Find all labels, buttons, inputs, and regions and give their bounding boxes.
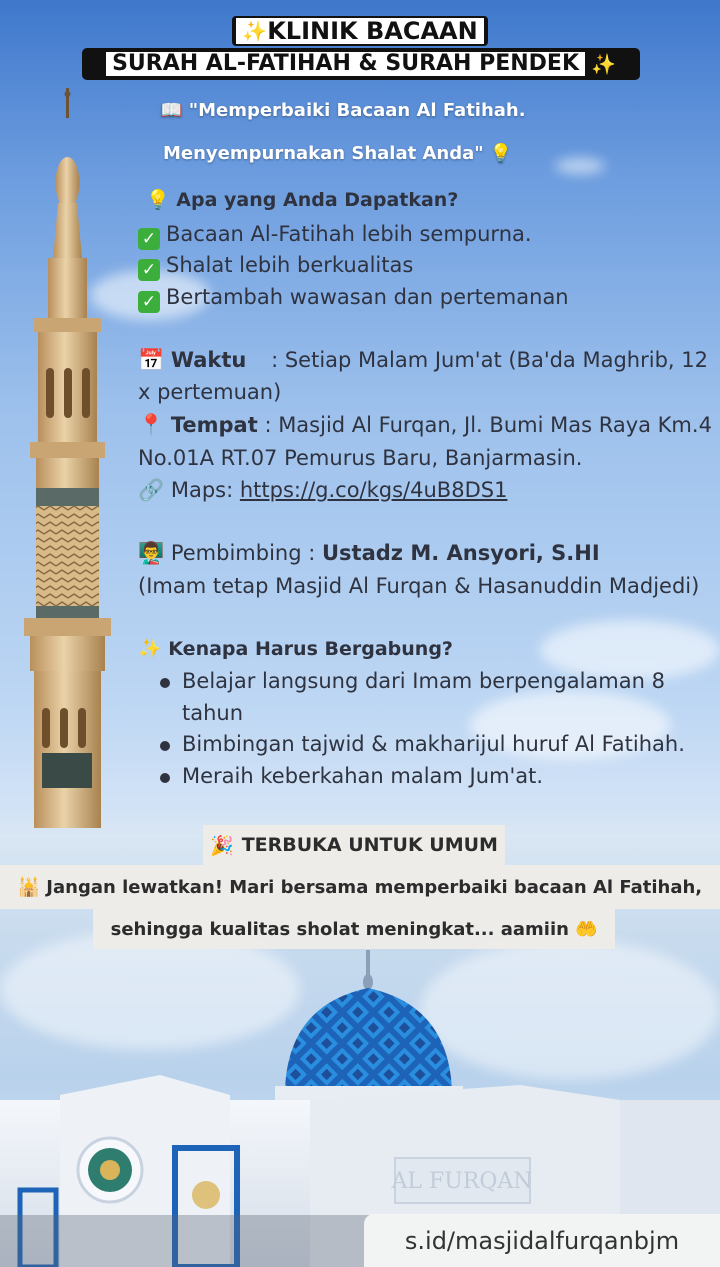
mentor-label: Pembimbing : xyxy=(170,541,316,565)
time-row-cont: x pertemuan) xyxy=(138,380,282,404)
book-icon: 📖 xyxy=(160,100,183,121)
cta-banner-1 xyxy=(0,865,720,909)
subtitle-text: SURAH AL-FATIHAH & SURAH PENDEK xyxy=(106,52,585,76)
quote-line-2 xyxy=(163,143,512,164)
check-icon: ✓ xyxy=(138,291,160,313)
teacher-icon: 👨‍🏫 xyxy=(138,541,165,565)
maps-label: Maps: xyxy=(170,478,234,502)
cta-banner-2 xyxy=(93,909,615,949)
title-line-1 xyxy=(232,16,488,46)
footer-link[interactable]: s.id/masjidalfurqanbjm xyxy=(364,1214,720,1267)
benefits-heading-text: Apa yang Anda Dapatkan? xyxy=(176,189,459,211)
mosque-icon: 🕌 xyxy=(17,876,41,898)
title-line-2 xyxy=(82,48,640,80)
bullet xyxy=(160,741,170,751)
sparkle-icon: ✨ xyxy=(138,638,162,660)
open-banner xyxy=(203,825,505,865)
time-value: : Setiap Malam Jum'at (Ba'da Maghrib, 12 xyxy=(271,348,708,372)
benefit-text: Shalat lebih berkualitas xyxy=(166,253,414,277)
benefit-item xyxy=(138,253,413,281)
sparkle-icon: ✨ xyxy=(591,52,616,76)
place-value: : Masjid Al Furqan, Jl. Bumi Mas Raya Km.4 xyxy=(264,413,712,437)
place-row-cont: No.01A RT.07 Pemurus Baru, Banjarmasin. xyxy=(138,446,583,470)
reason-item-cont: tahun xyxy=(182,701,244,725)
cloud xyxy=(555,158,605,174)
time-label: Waktu xyxy=(170,348,247,372)
praying-hands-icon: 🤲 xyxy=(574,918,598,940)
link-icon: 🔗 xyxy=(138,478,165,502)
cta-text-2: sehingga kualitas sholat meningkat... aamiin xyxy=(110,918,569,940)
building-sign: AL FURQAN xyxy=(391,1169,533,1194)
open-text: TERBUKA UNTUK UMUM xyxy=(241,834,498,856)
benefit-text: Bertambah wawasan dan pertemanan xyxy=(166,285,569,309)
pin-icon: 📍 xyxy=(138,413,165,437)
benefit-item xyxy=(138,222,532,250)
benefit-item xyxy=(138,285,569,313)
party-icon: 🎉 xyxy=(210,834,234,857)
bullet xyxy=(160,678,170,688)
calendar-icon: 📅 xyxy=(138,348,165,372)
bulb-icon: 💡 xyxy=(489,143,513,164)
mentor-row xyxy=(138,541,600,566)
sparkle-icon: ✨ xyxy=(242,19,268,43)
place-label: Tempat xyxy=(170,413,258,437)
reasons-heading-text: Kenapa Harus Bergabung? xyxy=(168,638,453,660)
mentor-name: Ustadz M. Ansyori, S.HI xyxy=(322,541,600,565)
minaret-illustration xyxy=(20,88,115,828)
benefits-heading xyxy=(146,188,458,211)
cta-text-1: Jangan lewatkan! Mari bersama memperbaiki bacaan Al Fatihah, xyxy=(46,876,703,898)
reason-item: Belajar langsung dari Imam berpengalaman 8 xyxy=(182,669,665,693)
mentor-detail: (Imam tetap Masjid Al Furqan & Hasanuddin Madjedi) xyxy=(138,574,700,598)
maps-row xyxy=(138,478,507,503)
quote-text-2: Menyempurnakan Shalat Anda" xyxy=(163,143,484,164)
benefit-text: Bacaan Al-Fatihah lebih sempurna. xyxy=(166,222,532,246)
reason-item: Bimbingan tajwid & makharijul huruf Al Fatihah. xyxy=(182,732,685,756)
reason-item: Meraih keberkahan malam Jum'at. xyxy=(182,764,544,788)
bullet xyxy=(160,773,170,783)
check-icon: ✓ xyxy=(138,259,160,281)
title-text: KLINIK BACAAN xyxy=(267,17,478,45)
maps-link[interactable]: https://g.co/kgs/4uB8DS1 xyxy=(239,478,508,502)
time-row xyxy=(138,348,708,373)
quote-text-1: "Memperbaiki Bacaan Al Fatihah. xyxy=(188,100,526,121)
check-icon: ✓ xyxy=(138,228,160,250)
bulb-icon: 💡 xyxy=(146,189,170,211)
quote-line-1 xyxy=(160,100,526,121)
reasons-heading xyxy=(138,637,453,660)
place-row xyxy=(138,413,712,438)
